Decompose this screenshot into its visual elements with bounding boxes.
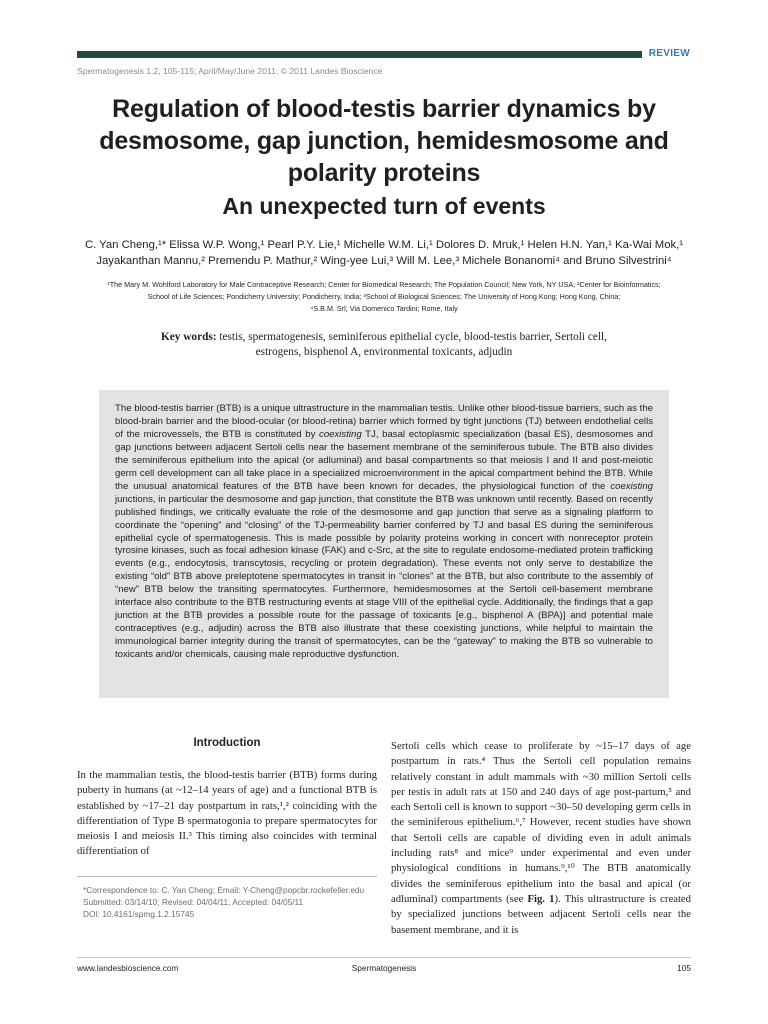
keywords-text: testis, spermatogenesis, seminiferous epithelial cycle, blood-testis barrier, Sertoli cell, estrogens, bisphenol A, environmental toxicants, adjudin bbox=[219, 331, 607, 358]
header-bar bbox=[77, 51, 642, 58]
keywords-label: Key words: bbox=[161, 331, 217, 343]
abstract bbox=[115, 403, 653, 662]
affiliations-line-3: ⁴S.B.M. Srl; Via Domenico Tardini; Rome, Italy bbox=[310, 304, 458, 313]
keywords bbox=[150, 330, 618, 360]
abstract-part-1: The blood-testis barrier (BTB) is a unique ultrastructure in the mammalian testis. Unlike other blood-tissue barriers, such as the blood-brain barrier and the blood-ocular (or blood-retina) barrier which formed by tight junctions (TJ) between endothelial cells of the microvessels, the BTB is constituted by bbox=[115, 403, 654, 440]
correspondence: *Correspondence to: C. Yan Cheng; Email: Y-Cheng@popcbr.rockefeller.edu bbox=[83, 885, 365, 895]
section-label: REVIEW bbox=[648, 48, 690, 59]
footer-website: www.landesbioscience.com bbox=[77, 963, 179, 973]
figure-reference-link[interactable]: Fig. 1 bbox=[527, 892, 555, 905]
affiliations-line-1: ¹The Mary M. Wohlford Laboratory for Male Contraceptive Research; Center for Biomedical Research; The Population Council; New York, NY USA; ²Center for Bioinformatics; bbox=[107, 280, 661, 289]
authors-line-2: Jayakanthan Mannu,² Premendu P. Mathur,² Wing-yee Lui,³ Will M. Lee,³ Michele Bonanomi⁴ and Bruno Silvestrini⁴ bbox=[96, 255, 672, 267]
abstract-part-2: TJ, basal ectoplasmic specialization (basal ES), desmosomes and gap junctions between adjacent Sertoli cells near the basement membrane of the seminiferous tubule. The BTB also divides the seminiferous epithelium into the apical (or adluminal) and basal compartments so that meiosis I and II and post-meiotic germ cell development can all take place in a specialized microenvironment in the apical compartment behind the BTB. While the unusual anatomical features of the BTB have been known for decades, the physiological function of the bbox=[115, 428, 653, 492]
authors-line-1: C. Yan Cheng,¹* Elissa W.P. Wong,¹ Pearl P.Y. Lie,¹ Michelle W.M. Li,¹ Dolores D. Mruk,¹ Helen H.N. Yan,¹ Ka-Wai Mok,¹ bbox=[84, 239, 684, 251]
affiliations-line-2: School of Life Sciences; Pondicherry University; Pondicherry, India; ³School of Biological Sciences; The University of Hong Kong; Hong Kong, China; bbox=[147, 292, 621, 301]
footer-divider bbox=[77, 957, 691, 958]
body-right-part-1: Sertoli cells which cease to proliferate by ~15–17 days of age postpartum in rats.⁴ Thus the Sertoli cell population remains relatively constant in adult mammals with ~30 million Sertoli cells per testis in adult rats at 150 and 240 days of age post-partum,⁵ and each Sertoli cell is known to support ~30–50 developing germ cells in the seminiferous epithelium.⁶,⁷ However, recent studies have shown that Sertoli cells are capable of dividing even in adult animals including rats⁸ and mice⁹ under experimental and even under physiological conditions in humans.⁹,¹⁰ The BTB anatomically divides the seminiferous epithelium into the basal and apical (or adluminal) compartments (see bbox=[391, 740, 691, 905]
body-column-left: In the mammalian testis, the blood-testis barrier (BTB) forms during puberty in humans (at ~12–14 years of age) and a functional BTB is established by ~17–21 day postpartum in rats,¹,² coinciding with the differentiation of Type B spermatogonia to prepare spermatocytes for meiosis I and meiosis II.³ This timing also coincides with terminal differentiation of bbox=[77, 769, 377, 858]
article-title: Regulation of blood-testis barrier dynamics by desmosome, gap junction, hemidesmosome and polarity proteins bbox=[99, 95, 669, 187]
body-column-right bbox=[391, 739, 691, 938]
abstract-emphasis-2: coexisting bbox=[610, 480, 653, 492]
journal-citation: Spermatogenesis 1:2, 105-115; April/May/June 2011; © 2011 Landes Bioscience bbox=[77, 66, 383, 76]
correspondence-note bbox=[83, 884, 377, 920]
doi: DOI: 10.4161/spmg.1.2.15745 bbox=[83, 909, 195, 919]
abstract-emphasis-1: coexisting bbox=[319, 428, 362, 440]
article-subtitle: An unexpected turn of events bbox=[222, 193, 546, 219]
submission-dates: Submitted: 03/14/10; Revised: 04/04/11; Accepted: 04/05/11 bbox=[83, 897, 304, 907]
body-right-part-2: ). This ultrastructure is created by specialized junctions between adjacent Sertoli cells near the basement membrane, and it is bbox=[391, 892, 691, 936]
affiliations bbox=[80, 279, 688, 315]
footer-journal: Spermatogenesis bbox=[351, 963, 417, 973]
note-divider bbox=[77, 876, 377, 877]
author-list bbox=[80, 237, 688, 269]
introduction-heading: Introduction bbox=[193, 737, 261, 749]
page-number: 105 bbox=[677, 963, 691, 973]
abstract-part-3: junctions, in particular the desmosome and gap junction, that constitute the BTB was unknown until recently. Based on recently published findings, we critically evaluate the role of the desmosome and gap junction that serve as a signaling platform to coordinate the “opening” and “closing” of the TJ-permeability barrier conferred by TJ and basal ES during the seminiferous epithelial cycle of spermatogenesis. This is made possible by polarity proteins working in concert with nonreceptor protein tyrosine kinases, such as focal adhesion kinase (FAK) and c-Src, at the site to regulate endosome-mediated protein trafficking events (e.g., endocytosis, transcytosis, recycling or protein degradation). These events not only serve to destabilize the existing “old” BTB above preleptotene spermatocytes in transit in “clones” at the BTB, but also contribute to the assembly of “new” BTB below the transiting spermatocytes. Furthermore, hemidesmosomes at the Sertoli cell-basement membrane interface also contribute to the BTB restructuring events at stage VIII of the epithelial cycle. Additionally, the findings that a gap junction at the BTB provides a possible route for the passage of toxicants [e.g., bisphenol A (BPA)] and potential male contraceptives (e.g., adjudin) across the BTB also illustrate that these coexisting junctions, while helpful to maintain the immunological barrier integrity during the transit of spermatocytes, can be the “gateway” to making the BTB so vulnerable to toxicants and/or chemicals, causing male reproductive dysfunction. bbox=[115, 493, 653, 661]
